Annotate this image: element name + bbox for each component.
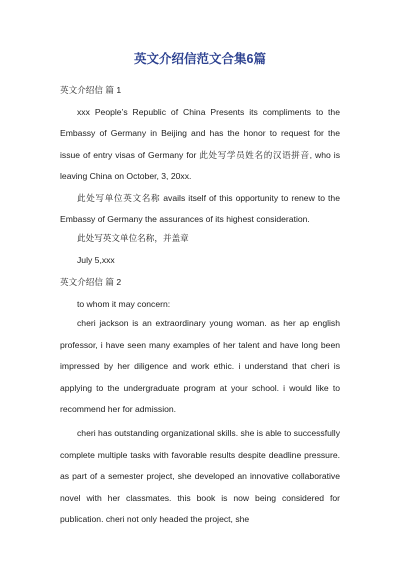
section1-paragraph-2: 此处写单位英文名称 avails itself of this opportunity to renew to the Embassy of Germany the assurances of its highest consideration.	[60, 192, 340, 225]
document-title: 英文介绍信范文合集6篇	[134, 52, 266, 66]
section-heading-1: 英文介绍信 篇 1	[60, 85, 122, 95]
section-heading-2: 英文介绍信 篇 2	[60, 277, 122, 288]
section1-paragraph-1: xxx People’s Republic of China Presents its compliments to the Embassy of Germany in Beijing and has the honor to request for the issue of entry visas of Germany for 此处写学员姓名的汉语拼音, who is leaving China on October, 3, 20xx.	[60, 107, 340, 182]
section1-signature: 此处写英文单位名称，并盖章	[77, 233, 189, 244]
section2-salutation: to whom it may concern:	[77, 299, 171, 310]
section1-date: July 5,xxx	[77, 255, 115, 266]
section2-paragraph-2: cheri has outstanding organizational skills. she is able to successfully complete multiple tasks with favorable results despite deadline pressure. as part of a semester project, she developed an innovative collaborative novel with her classmates. this book is now being considered for publication. cheri not only headed the project, she	[60, 428, 340, 525]
section2-paragraph-1: cheri jackson is an extraordinary young woman. as her ap english professor, i have seen many examples of her talent and have long been impressed by her diligence and work ethic. i understand that cheri is applying to the undergraduate program at your school. i would like to recommend her for admission.	[60, 318, 340, 415]
